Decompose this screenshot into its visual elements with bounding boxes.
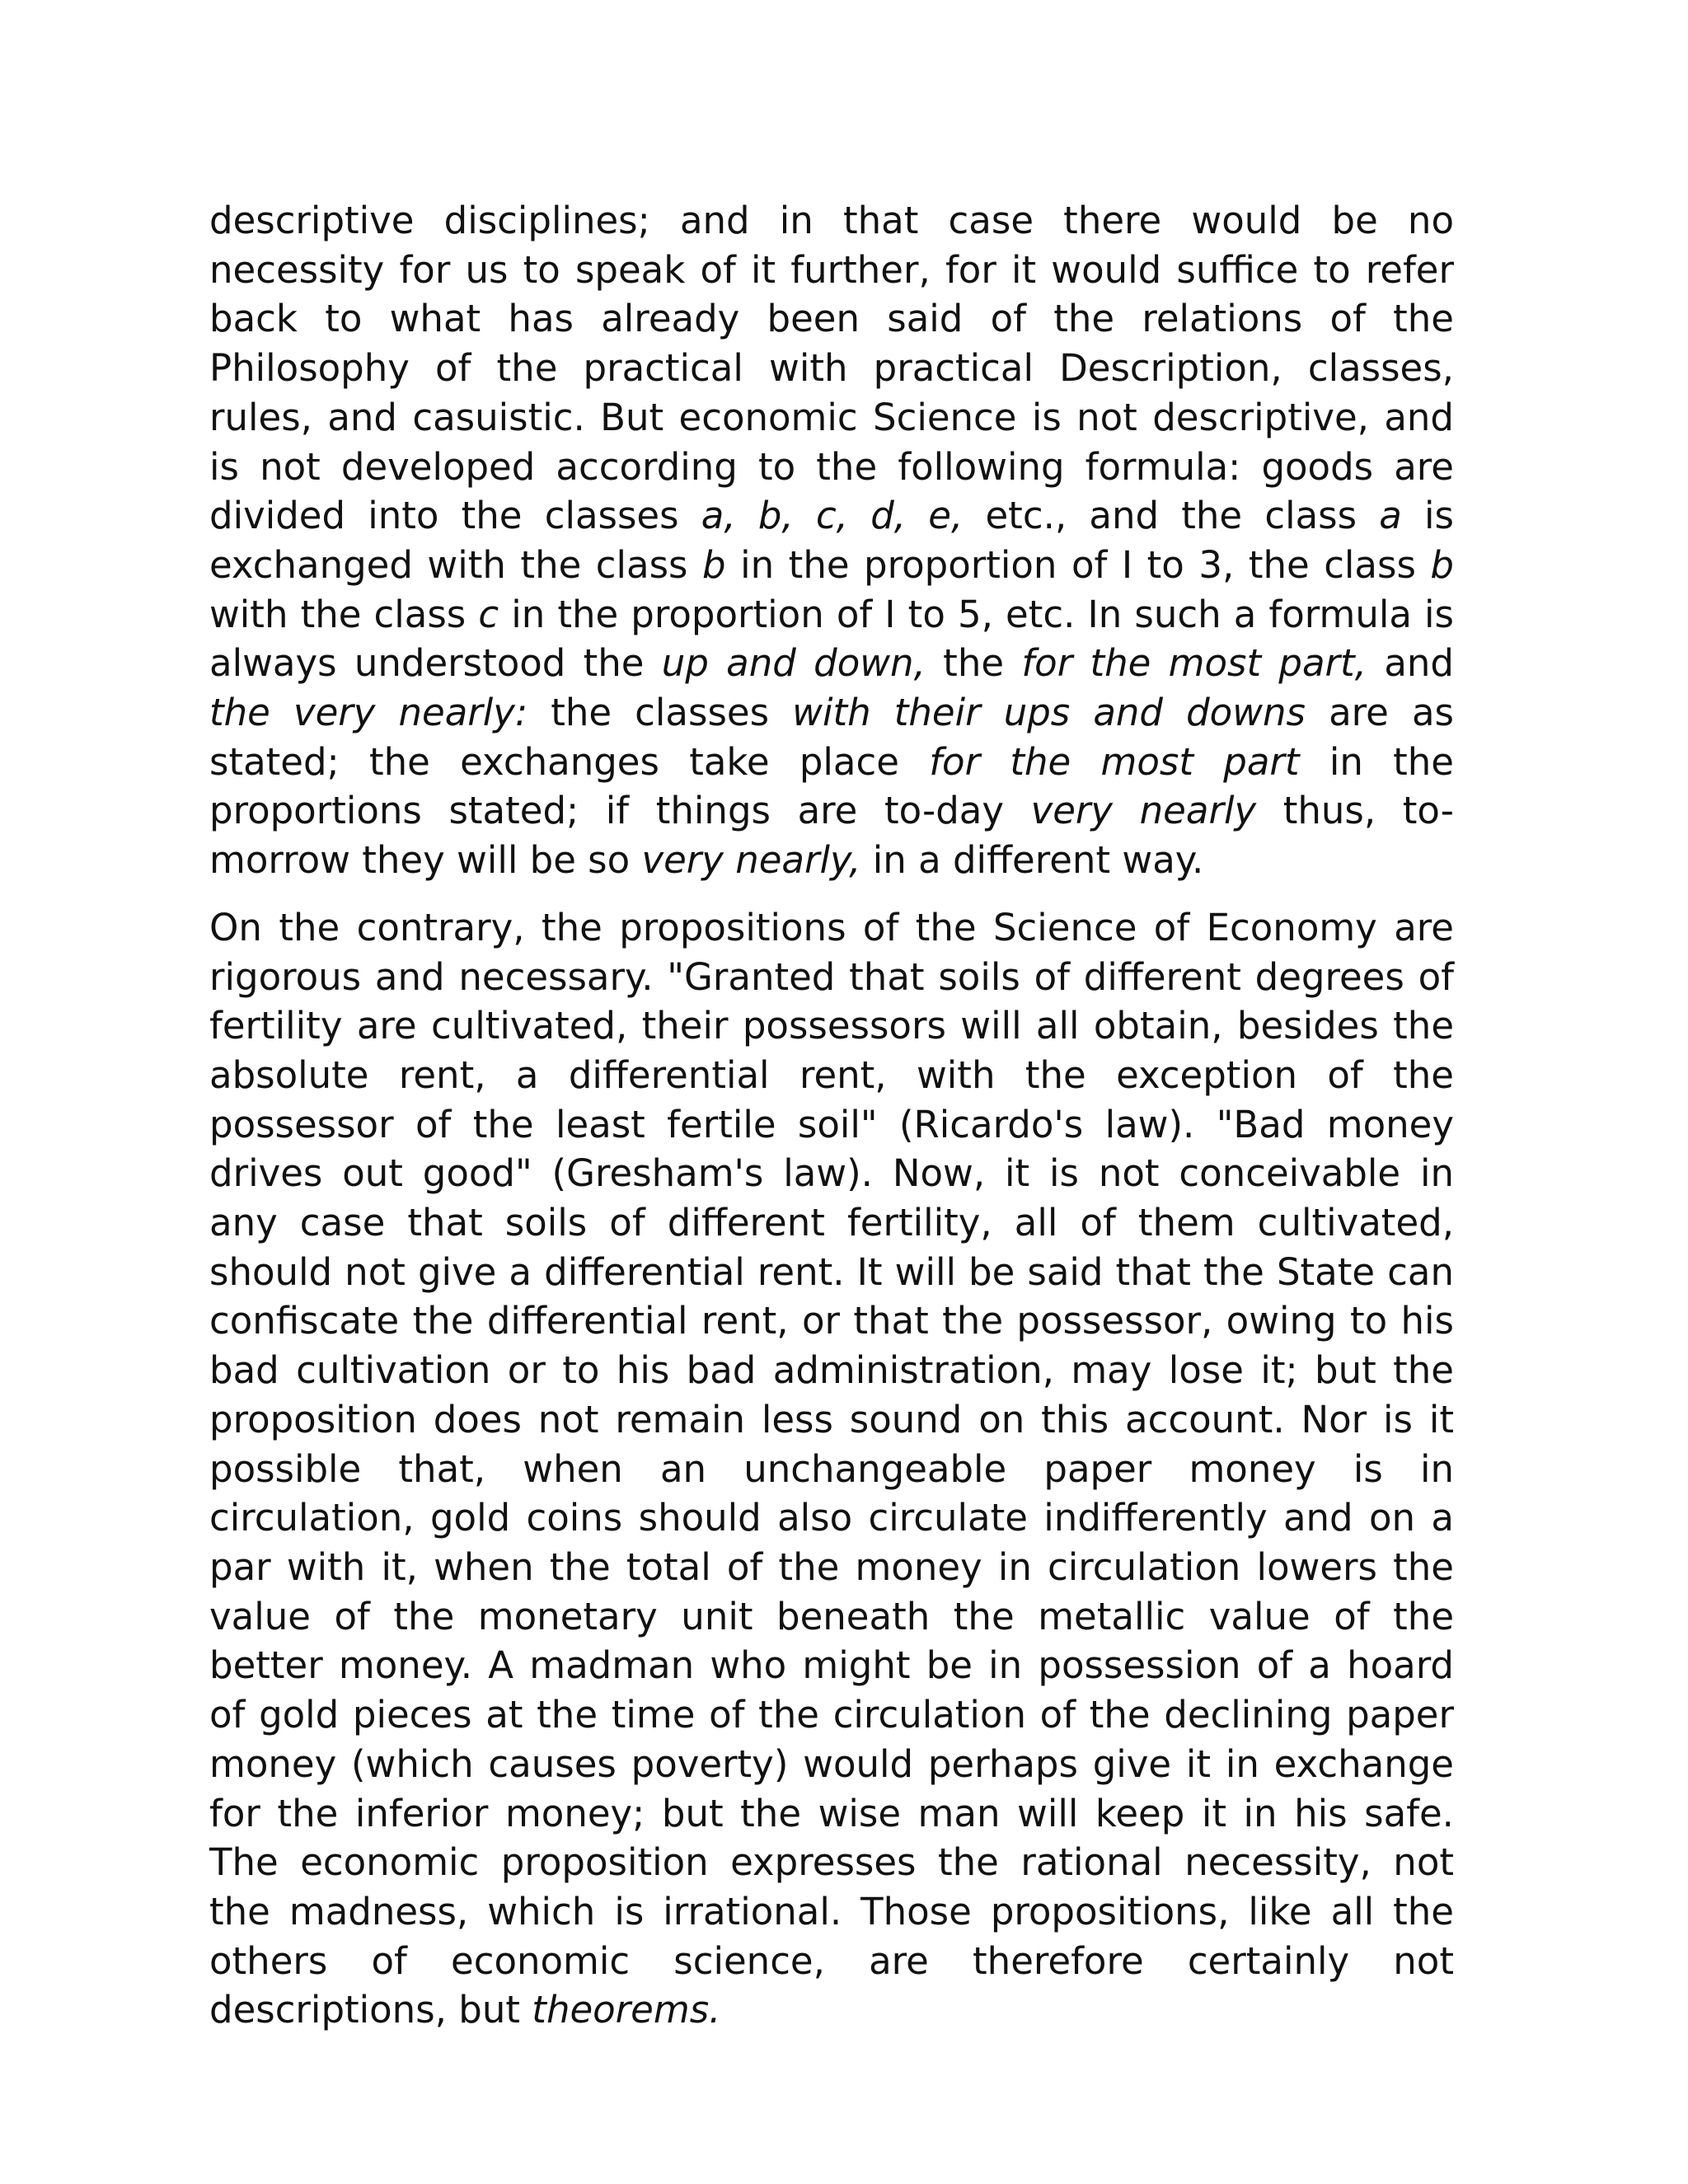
text-run: descriptive disciplines; and in that case there would be no necessity for us to speak of it further, for it would suffice to refer back to what has already been said of the relations of the Philosophy of the practical with practical Description, classes, rules, and casuistic. But economic Science is not descriptive, and is not developed according to the following formula: goods are divided into the classes: [209, 199, 1454, 538]
text-run: in the proportion of I to 5, etc. In such a formula is always understood the: [209, 592, 1454, 686]
italic-run: a: [1379, 494, 1402, 538]
text-run: are as stated; the exchanges take place: [209, 691, 1455, 784]
italic-run: for the most part: [929, 739, 1300, 784]
document-page: [209, 196, 1454, 2053]
text-run: thus, to-morrow they will be so: [209, 789, 1454, 883]
text-run: the: [925, 641, 1022, 686]
text-run: On the contrary, the propositions of the Science of Economy are rigorous and necessary. "Granted that soils of different degrees of fertility are cultivated, their possessors will all obtain, besides the absolute rent, a differential rent, with the exception of the possessor of the least fertile soil" (Ricardo's law). "Bad money drives out good" (Gresham's law). Now, it is not conceivable in any case that soils of different fertility, all of them cultivated, should not give a differential rent. It will be said that the State can confiscate the differential rent, or that the possessor, owing to his bad cultivation or to his bad administration, may lose it; but the proposition does not remain less sound on this account. Nor is it possible that, when an unchangeable paper money is in circulation, gold coins should also circulate indifferently and on a par with it, when the total of the money in circulation lowers the value of the monetary unit beneath the metallic value of the better money. A madman who might be in possession of a hoard of gold pieces at the time of the circulation of the declining paper money (which causes poverty) would perhaps give it in exchange for the inferior money; but the wise man will keep it in his safe. The economic proposition expresses the rational necessity, not the madness, which is irrational. Those propositions, like all the others of economic science, are therefore certainly not descriptions, but: [209, 905, 1454, 2032]
text-run: and: [1367, 641, 1454, 686]
text-run: in the proportion of I to 3, the class: [725, 542, 1431, 587]
text-run: in the proportions stated; if things are to-day: [209, 739, 1454, 833]
text-run: etc., and the class: [963, 494, 1380, 538]
italic-run: b: [702, 542, 726, 587]
italic-run: very nearly: [1030, 789, 1257, 833]
text-run: the classes: [528, 691, 793, 735]
italic-run: the very nearly:: [209, 691, 528, 735]
italic-run: with their ups and downs: [792, 691, 1306, 735]
paragraph: [209, 196, 1454, 885]
italic-run: b: [1430, 542, 1454, 587]
paragraph: [209, 903, 1454, 2035]
italic-run: c: [478, 592, 499, 636]
italic-run: theorems.: [532, 1988, 721, 2032]
text-run: in a different way.: [860, 838, 1204, 883]
italic-run: very nearly,: [641, 838, 861, 883]
italic-run: up and down,: [661, 641, 926, 686]
text-run: with the class: [209, 592, 479, 636]
text-run: is exchanged with the class: [209, 494, 1454, 587]
italic-run: for the most part,: [1021, 641, 1367, 686]
italic-run: a, b, c, d, e,: [701, 494, 964, 538]
